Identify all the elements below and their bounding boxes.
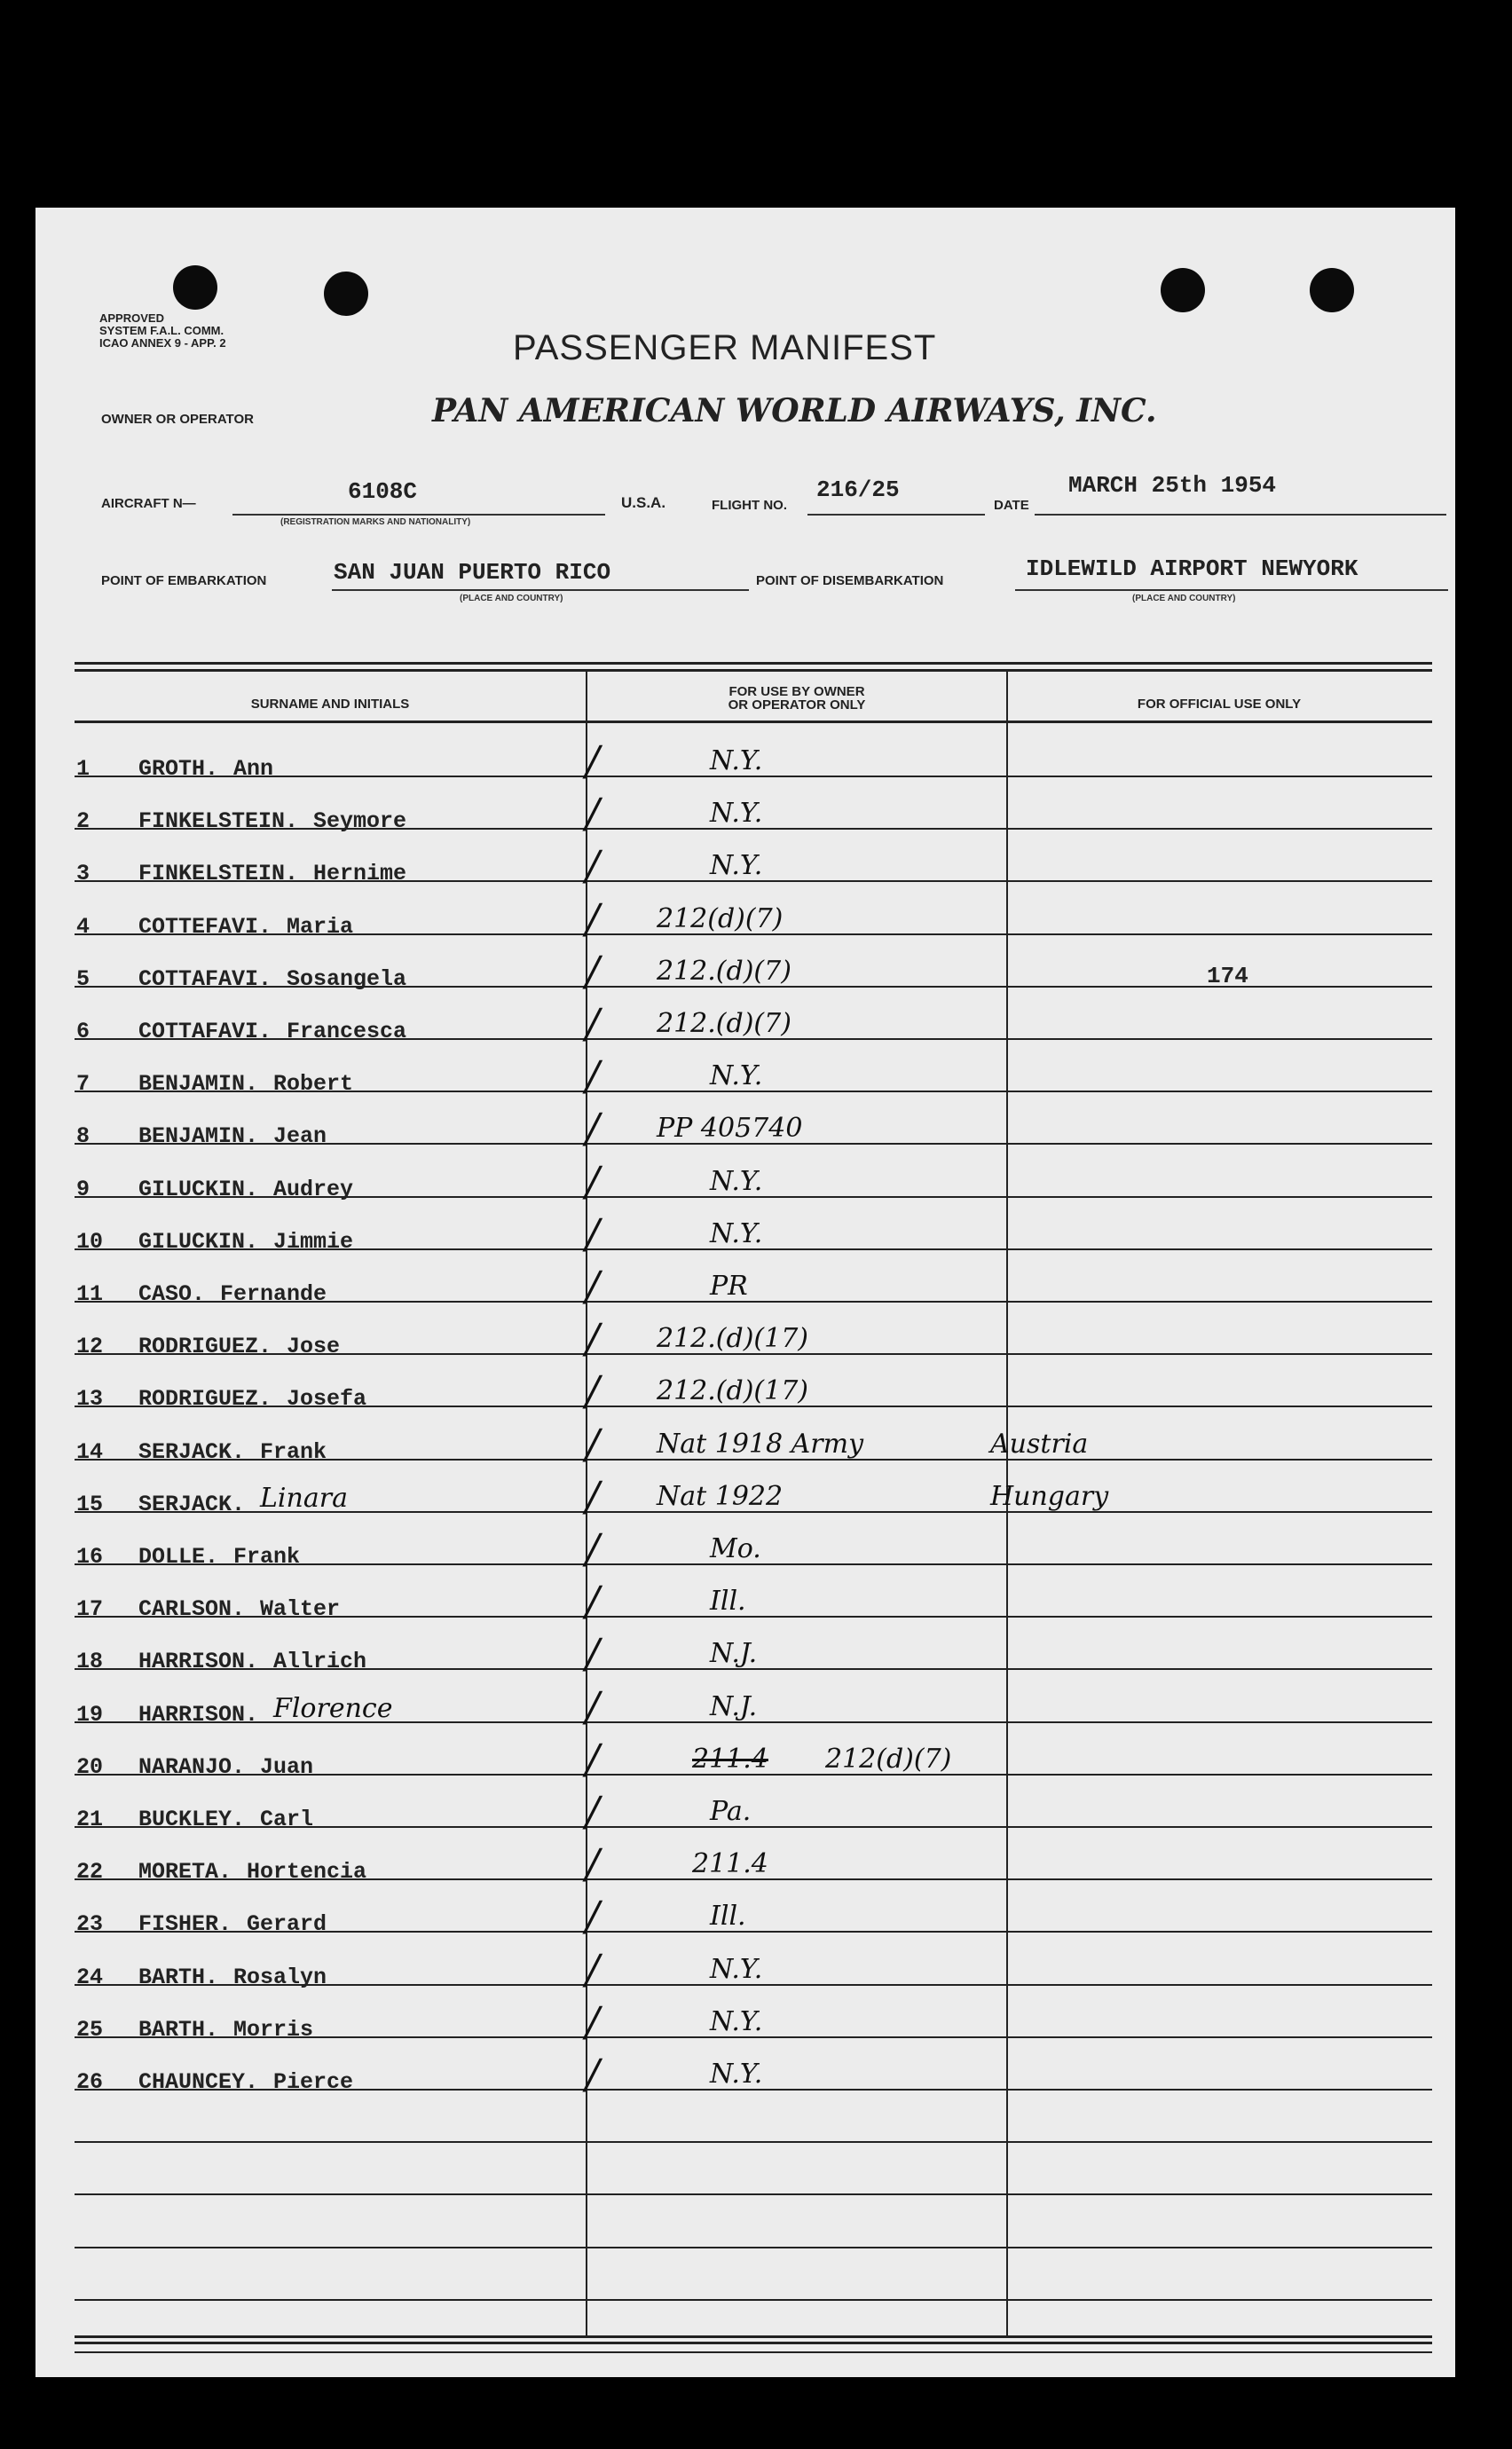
passenger-given-name: Pierce [273, 2069, 354, 2095]
operator-note: PR [710, 1271, 748, 1302]
operator-note: Ill. [710, 1586, 746, 1617]
passenger-surname: MORETA. [138, 1859, 232, 1885]
column-header-operator [587, 685, 1006, 712]
operator-note: N.Y. [710, 1954, 763, 1985]
passenger-surname: BENJAMIN. [138, 1071, 259, 1097]
date-value: MARCH 25th 1954 [1068, 472, 1277, 499]
check-mark: / [586, 1787, 600, 1835]
disembarkation-underline [1015, 589, 1448, 591]
passenger-surname: COTTEFAVI. [138, 914, 272, 940]
table-bottom-rule [75, 2335, 1432, 2338]
check-mark: / [586, 841, 600, 889]
passenger-given-name: Maria [287, 914, 354, 940]
column-header-line: FOR USE BY OWNER [728, 684, 865, 699]
row-number: 4 [76, 914, 91, 940]
passenger-surname: SERJACK. [138, 1492, 246, 1517]
official-note: Austria [990, 1429, 1089, 1460]
table-row [35, 1524, 1455, 1578]
embarkation-caption: (PLACE AND COUNTRY) [460, 594, 563, 603]
check-mark: / [586, 1682, 600, 1730]
passenger-given-name: Fernande [220, 1281, 327, 1307]
table-row [35, 1209, 1455, 1263]
passenger-surname: COTTAFAVI. [138, 1019, 272, 1044]
passenger-surname: FINKELSTEIN. [138, 861, 299, 886]
passenger-given-name: Sosangela [287, 966, 407, 992]
passenger-surname: GILUCKIN. [138, 1177, 259, 1202]
table-row [35, 1104, 1455, 1157]
table-row [35, 1314, 1455, 1367]
row-rule [75, 2247, 1432, 2248]
passenger-surname: HARRISON. [138, 1702, 259, 1728]
operator-name: PAN AMERICAN WORLD AIRWAYS, INC. [432, 392, 1157, 429]
passenger-surname: GILUCKIN. [138, 1229, 259, 1255]
operator-note-struck: 211.4 [692, 1744, 768, 1775]
row-number: 3 [76, 861, 91, 886]
check-mark: / [586, 1945, 600, 1993]
check-mark: / [586, 1735, 600, 1783]
date-label: DATE [994, 498, 1029, 513]
row-number: 19 [76, 1702, 104, 1728]
operator-note: Nat 1922 [657, 1481, 784, 1512]
passenger-given-name: Carl [260, 1807, 314, 1832]
check-mark: / [586, 1839, 600, 1887]
passenger-given-name: Audrey [273, 1177, 354, 1202]
passenger-surname: SERJACK. [138, 1439, 246, 1465]
form-reference [99, 312, 226, 350]
check-mark: / [586, 999, 600, 1047]
operator-note: N.Y. [710, 1166, 763, 1197]
column-header-surname: SURNAME AND INITIALS [250, 697, 410, 712]
operator-note: 211.4 [692, 1848, 768, 1879]
row-number: 22 [76, 1859, 104, 1885]
passenger-surname: BUCKLEY. [138, 1807, 246, 1832]
passenger-surname: NARANJO. [138, 1754, 246, 1780]
official-note: 174 [1207, 963, 1248, 989]
form-ref-line: ICAO ANNEX 9 - APP. 2 [99, 336, 226, 350]
page-title: PASSENGER MANIFEST [513, 328, 937, 367]
table-row [35, 1682, 1455, 1736]
row-number: 17 [76, 1596, 104, 1622]
table-row [35, 1366, 1455, 1420]
row-number: 10 [76, 1229, 104, 1255]
operator-note: N.J. [710, 1691, 758, 1722]
table-row [35, 1629, 1455, 1682]
operator-note: Nat 1918 Army [657, 1429, 864, 1460]
aircraft-caption: (REGISTRATION MARKS AND NATIONALITY) [280, 517, 471, 527]
punch-hole [1310, 268, 1354, 312]
passenger-given-name: Florence [273, 1693, 393, 1724]
passenger-given-name: Jose [287, 1334, 341, 1359]
row-number: 16 [76, 1544, 104, 1570]
table-row [35, 1577, 1455, 1630]
row-number: 1 [76, 756, 91, 782]
check-mark: / [586, 1262, 600, 1310]
table-row [35, 2050, 1455, 2103]
passenger-given-name: Hernime [313, 861, 407, 886]
passenger-surname: GROTH. [138, 756, 219, 782]
table-row [35, 1051, 1455, 1105]
operator-note: N.Y. [710, 745, 763, 776]
flight-label: FLIGHT NO. [712, 498, 787, 513]
table-row [35, 1157, 1455, 1210]
embarkation-underline [332, 589, 749, 591]
punch-hole [1161, 268, 1205, 312]
passenger-given-name: Frank [260, 1439, 327, 1465]
passenger-given-name: Francesca [287, 1019, 407, 1044]
table-row [35, 1262, 1455, 1315]
row-number: 5 [76, 966, 91, 992]
check-mark: / [586, 1997, 600, 2045]
operator-note: N.Y. [710, 1218, 763, 1249]
disembarkation-value: IDLEWILD AIRPORT NEWYORK [1026, 555, 1358, 582]
embarkation-label: POINT OF EMBARKATION [101, 573, 267, 588]
row-number: 9 [76, 1177, 91, 1202]
check-mark: / [586, 2050, 600, 2098]
operator-note: 212.(d)(7) [657, 956, 791, 987]
passenger-given-name: Jimmie [273, 1229, 354, 1255]
row-number: 26 [76, 2069, 104, 2095]
passenger-given-name: Walter [260, 1596, 341, 1622]
passenger-surname: RODRIGUEZ. [138, 1386, 272, 1412]
owner-label: OWNER OR OPERATOR [101, 412, 254, 427]
check-mark: / [586, 1892, 600, 1940]
passenger-given-name: Josefa [287, 1386, 367, 1412]
operator-note: 212(d)(7) [657, 903, 784, 934]
operator-note: N.Y. [710, 2006, 763, 2037]
passenger-surname: BARTH. [138, 2017, 219, 2043]
usa-label: U.S.A. [621, 494, 666, 511]
check-mark: / [586, 1629, 600, 1677]
row-number: 25 [76, 2017, 104, 2043]
check-mark: / [586, 1366, 600, 1414]
row-number: 13 [76, 1386, 104, 1412]
passenger-surname: DOLLE. [138, 1544, 219, 1570]
operator-note: 212.(d)(7) [657, 1008, 791, 1039]
operator-note: N.Y. [710, 798, 763, 829]
row-number: 23 [76, 1911, 104, 1937]
embarkation-value: SAN JUAN PUERTO RICO [334, 559, 611, 586]
table-row [35, 1735, 1455, 1788]
passenger-surname: CHAUNCEY. [138, 2069, 259, 2095]
column-header-official: FOR OFFICIAL USE ONLY [1137, 697, 1302, 712]
row-number: 11 [76, 1281, 104, 1307]
passenger-surname: COTTAFAVI. [138, 966, 272, 992]
form-ref-line: SYSTEM F.A.L. COMM. [99, 324, 224, 337]
disembarkation-caption: (PLACE AND COUNTRY) [1132, 594, 1236, 603]
row-number: 18 [76, 1649, 104, 1674]
check-mark: / [586, 947, 600, 995]
punch-hole [324, 272, 368, 316]
operator-note: Pa. [710, 1796, 752, 1827]
check-mark: / [586, 1209, 600, 1257]
table-row [35, 947, 1455, 1000]
aircraft-value: 6108C [348, 478, 418, 505]
check-mark: / [586, 789, 600, 837]
row-number: 24 [76, 1965, 104, 1990]
passenger-surname: FISHER. [138, 1911, 232, 1937]
row-rule [75, 2141, 1432, 2143]
check-mark: / [586, 1420, 600, 1468]
aircraft-label: AIRCRAFT N— [101, 496, 196, 511]
passenger-given-name: Seymore [313, 808, 407, 834]
flight-value: 216/25 [816, 476, 900, 503]
operator-note: Mo. [710, 1533, 761, 1564]
table-row [35, 1945, 1455, 1998]
passenger-given-name: Morris [233, 2017, 314, 2043]
table-row [35, 999, 1455, 1052]
date-underline [1035, 514, 1446, 516]
check-mark: / [586, 1157, 600, 1205]
table-row [35, 1472, 1455, 1525]
passenger-surname: CARLSON. [138, 1596, 246, 1622]
operator-note: 212.(d)(17) [657, 1323, 808, 1354]
table-row [35, 736, 1455, 790]
operator-note: 212.(d)(17) [657, 1375, 808, 1406]
operator-note: N.Y. [710, 1060, 763, 1091]
check-mark: / [586, 1472, 600, 1520]
table-row [35, 789, 1455, 842]
operator-note: Ill. [710, 1901, 746, 1932]
table-row [35, 1997, 1455, 2051]
operator-note: N.J. [710, 1638, 758, 1669]
official-note: Hungary [990, 1481, 1109, 1512]
operator-note: 212(d)(7) [825, 1744, 952, 1775]
row-number: 7 [76, 1071, 91, 1097]
check-mark: / [586, 1577, 600, 1625]
row-number: 20 [76, 1754, 104, 1780]
row-number: 8 [76, 1123, 91, 1149]
table-row [35, 1420, 1455, 1473]
passenger-surname: FINKELSTEIN. [138, 808, 299, 834]
form-ref-line: APPROVED [99, 311, 164, 325]
table-row [35, 841, 1455, 894]
passenger-surname: CASO. [138, 1281, 206, 1307]
disembarkation-label: POINT OF DISEMBARKATION [756, 573, 944, 588]
row-rule [75, 2351, 1432, 2353]
table-row [35, 1839, 1455, 1893]
check-mark: / [586, 1314, 600, 1362]
passenger-given-name: Linara [260, 1483, 348, 1514]
row-number: 12 [76, 1334, 104, 1359]
column-header-line: OR OPERATOR ONLY [728, 697, 866, 713]
passenger-surname: RODRIGUEZ. [138, 1334, 272, 1359]
header-bottom-rule [75, 721, 1432, 723]
row-number: 14 [76, 1439, 104, 1465]
operator-note: PP 405740 [657, 1113, 803, 1144]
flight-underline [807, 514, 985, 516]
table-row [35, 1787, 1455, 1840]
passenger-surname: BARTH. [138, 1965, 219, 1990]
check-mark: / [586, 1524, 600, 1572]
passenger-given-name: Frank [233, 1544, 301, 1570]
passenger-given-name: Jean [273, 1123, 327, 1149]
passenger-surname: BENJAMIN. [138, 1123, 259, 1149]
passenger-given-name: Hortencia [247, 1859, 367, 1885]
table-bottom-rule [75, 2342, 1432, 2344]
passenger-given-name: Robert [273, 1071, 354, 1097]
manifest-sheet [35, 208, 1455, 2377]
row-number: 15 [76, 1492, 104, 1517]
row-rule [75, 2299, 1432, 2301]
table-top-rule [75, 662, 1432, 665]
operator-note: N.Y. [710, 850, 763, 881]
passenger-given-name: Allrich [273, 1649, 367, 1674]
operator-note: N.Y. [710, 2059, 763, 2090]
passenger-given-name: Gerard [247, 1911, 327, 1937]
check-mark: / [586, 1051, 600, 1099]
table-row [35, 894, 1455, 948]
passenger-given-name: Rosalyn [233, 1965, 327, 1990]
passenger-given-name: Juan [260, 1754, 314, 1780]
punch-hole [173, 265, 217, 310]
check-mark: / [586, 894, 600, 942]
table-top-rule [75, 669, 1432, 672]
passenger-surname: HARRISON. [138, 1649, 259, 1674]
passenger-given-name: Ann [233, 756, 274, 782]
aircraft-underline [232, 514, 605, 516]
row-number: 6 [76, 1019, 91, 1044]
row-number: 21 [76, 1807, 104, 1832]
row-rule [75, 2193, 1432, 2195]
check-mark: / [586, 736, 600, 784]
check-mark: / [586, 1104, 600, 1152]
row-number: 2 [76, 808, 91, 834]
table-row [35, 1892, 1455, 1945]
